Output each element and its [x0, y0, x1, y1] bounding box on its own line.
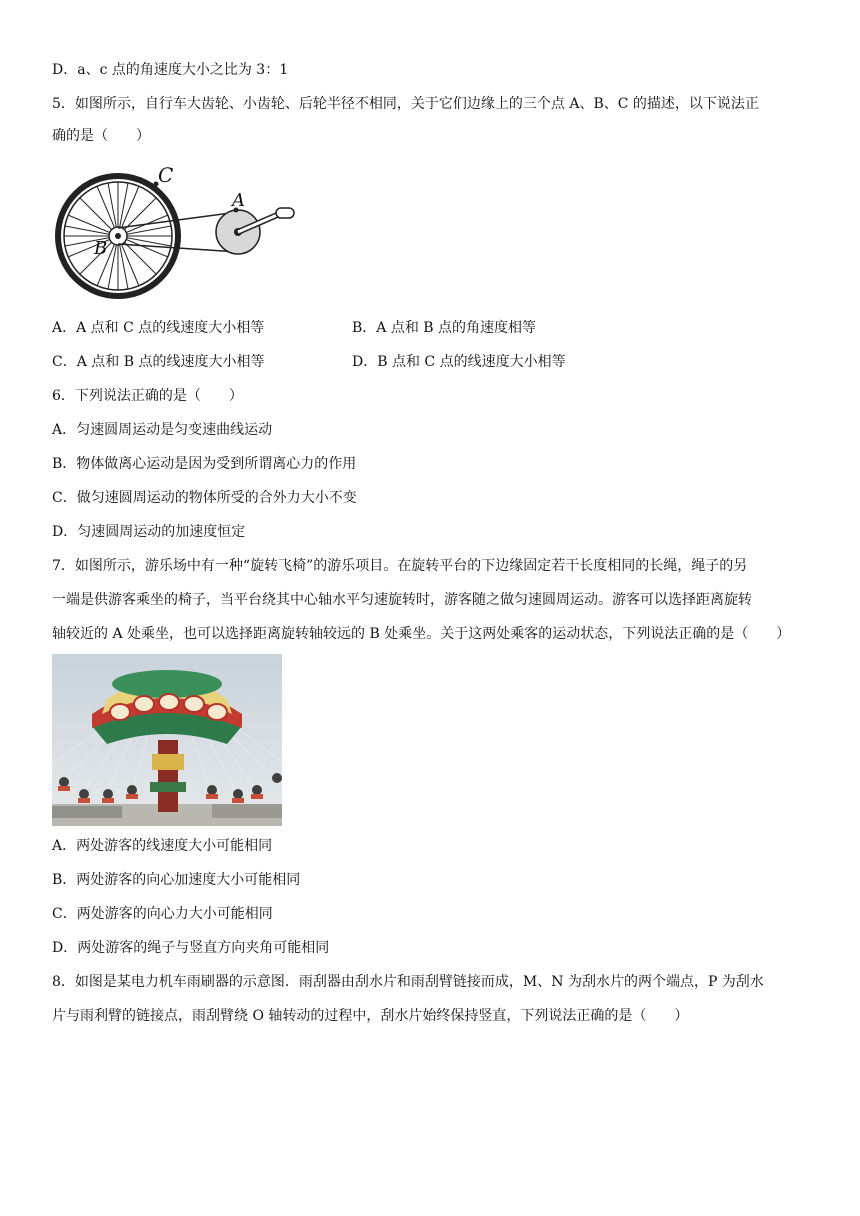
- q7-stem-line1: 7．如图所示，游乐场中有一种“旋转飞椅”的游乐项目。在旋转平台的下边缘固定若干长度相同的长绳，绳子的另: [52, 558, 748, 574]
- q5-stem-line2: 确的是（ ）: [52, 128, 150, 144]
- q5-option-a: A．A 点和 C 点的线速度大小相等: [52, 320, 265, 336]
- q6-option-c: C．做匀速圆周运动的物体所受的合外力大小不变: [52, 490, 357, 506]
- label-b: B: [94, 238, 108, 259]
- q8-stem-line2: 片与雨利臂的链接点，雨刮臂绕 O 轴转动的过程中，刮水片始终保持竖直，下列说法正确的是（ ）: [52, 1008, 689, 1024]
- q6-option-d: D．匀速圆周运动的加速度恒定: [52, 524, 246, 540]
- q7-option-d: D．两处游客的绳子与竖直方向夹角可能相同: [52, 940, 330, 956]
- q5-option-c: C．A 点和 B 点的线速度大小相等: [52, 354, 265, 370]
- q6-option-b: B．物体做离心运动是因为受到所谓离心力的作用: [52, 456, 357, 472]
- q4-option-d: D．a、c 点的角速度大小之比为 3：1: [52, 62, 289, 78]
- q5-option-b: B．A 点和 B 点的角速度相等: [352, 320, 537, 336]
- q7-stem-line3: 轴较近的 A 处乘坐，也可以选择距离旋转轴较远的 B 处乘坐。关于这两处乘客的运动状态，下列说法正确的是（ ）: [52, 626, 791, 642]
- q8-stem-line1: 8．如图是某电力机车雨刷器的示意图．雨刮器由刮水片和雨刮臂链接而成，M、N 为刮水片的两个端点，P 为刮水: [52, 974, 764, 990]
- label-c: C: [158, 163, 174, 187]
- bicycle-wheel-figure: [52, 160, 302, 305]
- q7-option-c: C．两处游客的向心力大小可能相同: [52, 906, 273, 922]
- q6-stem: 6．下列说法正确的是（ ）: [52, 388, 243, 404]
- q7-option-a: A．两处游客的线速度大小可能相同: [52, 838, 273, 854]
- q5-option-d: D．B 点和 C 点的线速度大小相等: [352, 354, 566, 370]
- q6-option-a: A．匀速圆周运动是匀变速曲线运动: [52, 422, 273, 438]
- swing-ride-photo: [52, 654, 282, 826]
- q7-stem-line2: 一端是供游客乘坐的椅子，当平台绕其中心轴水平匀速旋转时，游客随之做匀速圆周运动。游客可以选择距离旋转: [52, 592, 752, 608]
- q7-option-b: B．两处游客的向心加速度大小可能相同: [52, 872, 301, 888]
- q5-stem-line1: 5．如图所示，自行车大齿轮、小齿轮、后轮半径不相同，关于它们边缘上的三个点 A、B、C 的描述，以下说法正: [52, 96, 759, 112]
- label-a: A: [232, 190, 245, 211]
